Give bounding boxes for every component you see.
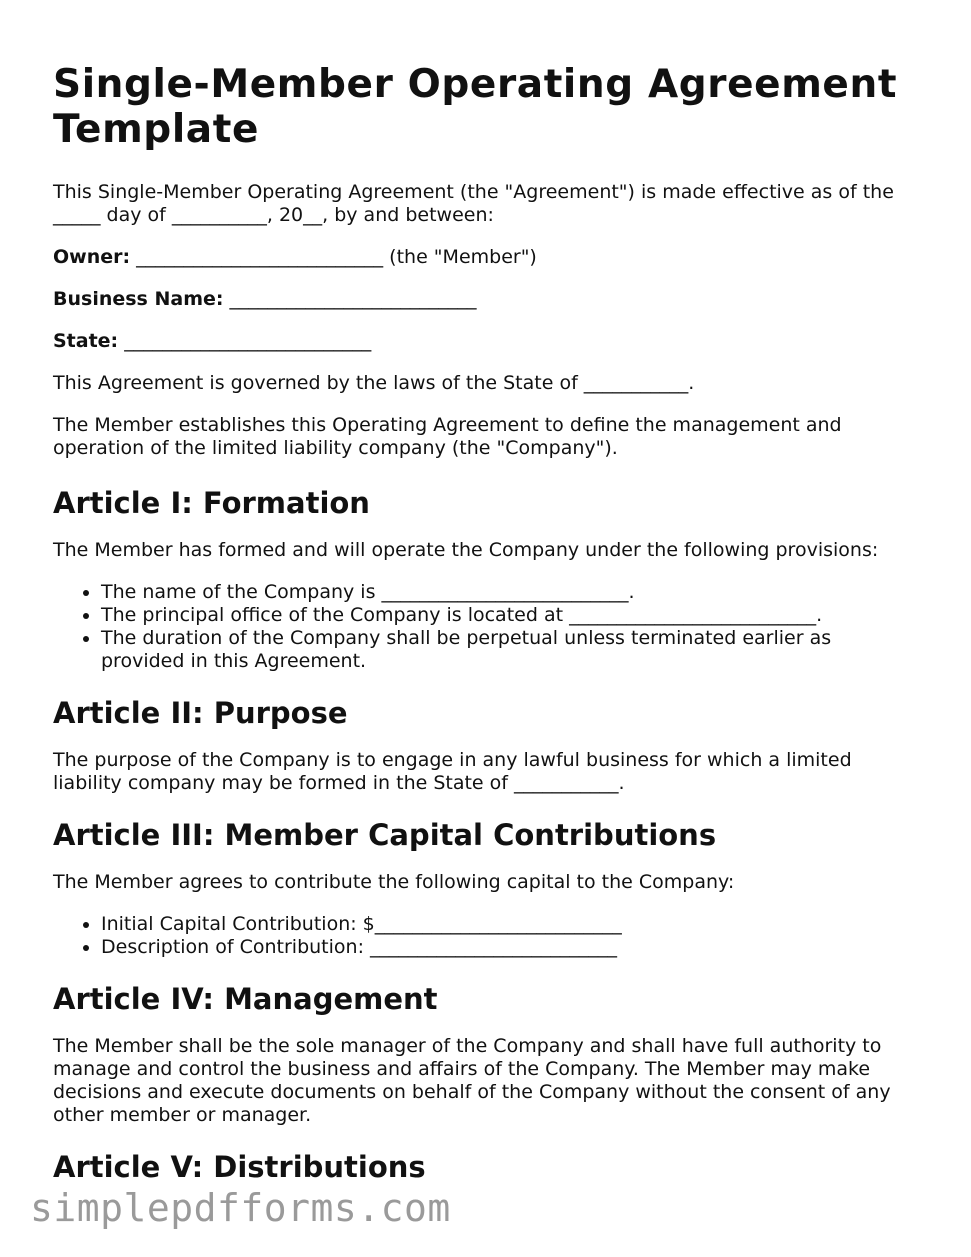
article-1-list: [53, 581, 913, 673]
business-name-field: [53, 288, 913, 311]
owner-label: Owner:: [53, 246, 131, 268]
owner-blank: __________________________ (the "Member"): [130, 246, 537, 268]
article-3-list: [53, 913, 913, 959]
article-3-heading: Article III: Member Capital Contributions: [53, 818, 717, 852]
list-item: • The duration of the Company shall be perpetual unless terminated earlier as provided in this Agreement.: [101, 627, 913, 673]
article-3-text: The Member agrees to contribute the following capital to the Company:: [53, 871, 735, 893]
list-item: • Initial Capital Contribution: $__________________________: [101, 913, 913, 936]
article-2-text: The purpose of the Company is to engage in any lawful business for which a limited liability company may be formed in the State of ___________.: [53, 749, 852, 794]
article-2-heading: Article II: Purpose: [53, 696, 348, 730]
intro-paragraph: This Single-Member Operating Agreement (the "Agreement") is made effective as of the _____ day of __________, 20__, by and between:: [53, 181, 894, 226]
article-1-heading: Article I: Formation: [53, 486, 370, 520]
article-5-heading: Article V: Distributions: [53, 1150, 426, 1184]
state-field: [53, 330, 913, 353]
document-page: [53, 62, 913, 1203]
state-label: State:: [53, 330, 119, 352]
article-4-heading: Article IV: Management: [53, 982, 438, 1016]
list-item: • The principal office of the Company is located at __________________________.: [101, 604, 913, 627]
establishes-paragraph: The Member establishes this Operating Agreement to define the management and operation of the limited liability company (the "Company").: [53, 414, 842, 459]
document-title: Single-Member Operating Agreement Template: [53, 62, 898, 152]
list-item: • The name of the Company is __________________________.: [101, 581, 913, 604]
business-name-label: Business Name:: [53, 288, 224, 310]
state-blank: __________________________: [118, 330, 372, 352]
article-4-text: The Member shall be the sole manager of the Company and shall have full authority to manage and control the business and affairs of the Company. The Member may make decisions and execute documents on behalf of the Company without the consent of any other member or manager.: [53, 1035, 891, 1126]
watermark: simplepdfforms.com: [30, 1186, 451, 1230]
governed-paragraph: This Agreement is governed by the laws of the State of ___________.: [53, 372, 695, 394]
owner-field: [53, 246, 913, 269]
business-name-blank: __________________________: [223, 288, 477, 310]
article-1-text: The Member has formed and will operate the Company under the following provisions:: [53, 539, 879, 561]
list-item: • Description of Contribution: __________________________: [101, 936, 913, 959]
